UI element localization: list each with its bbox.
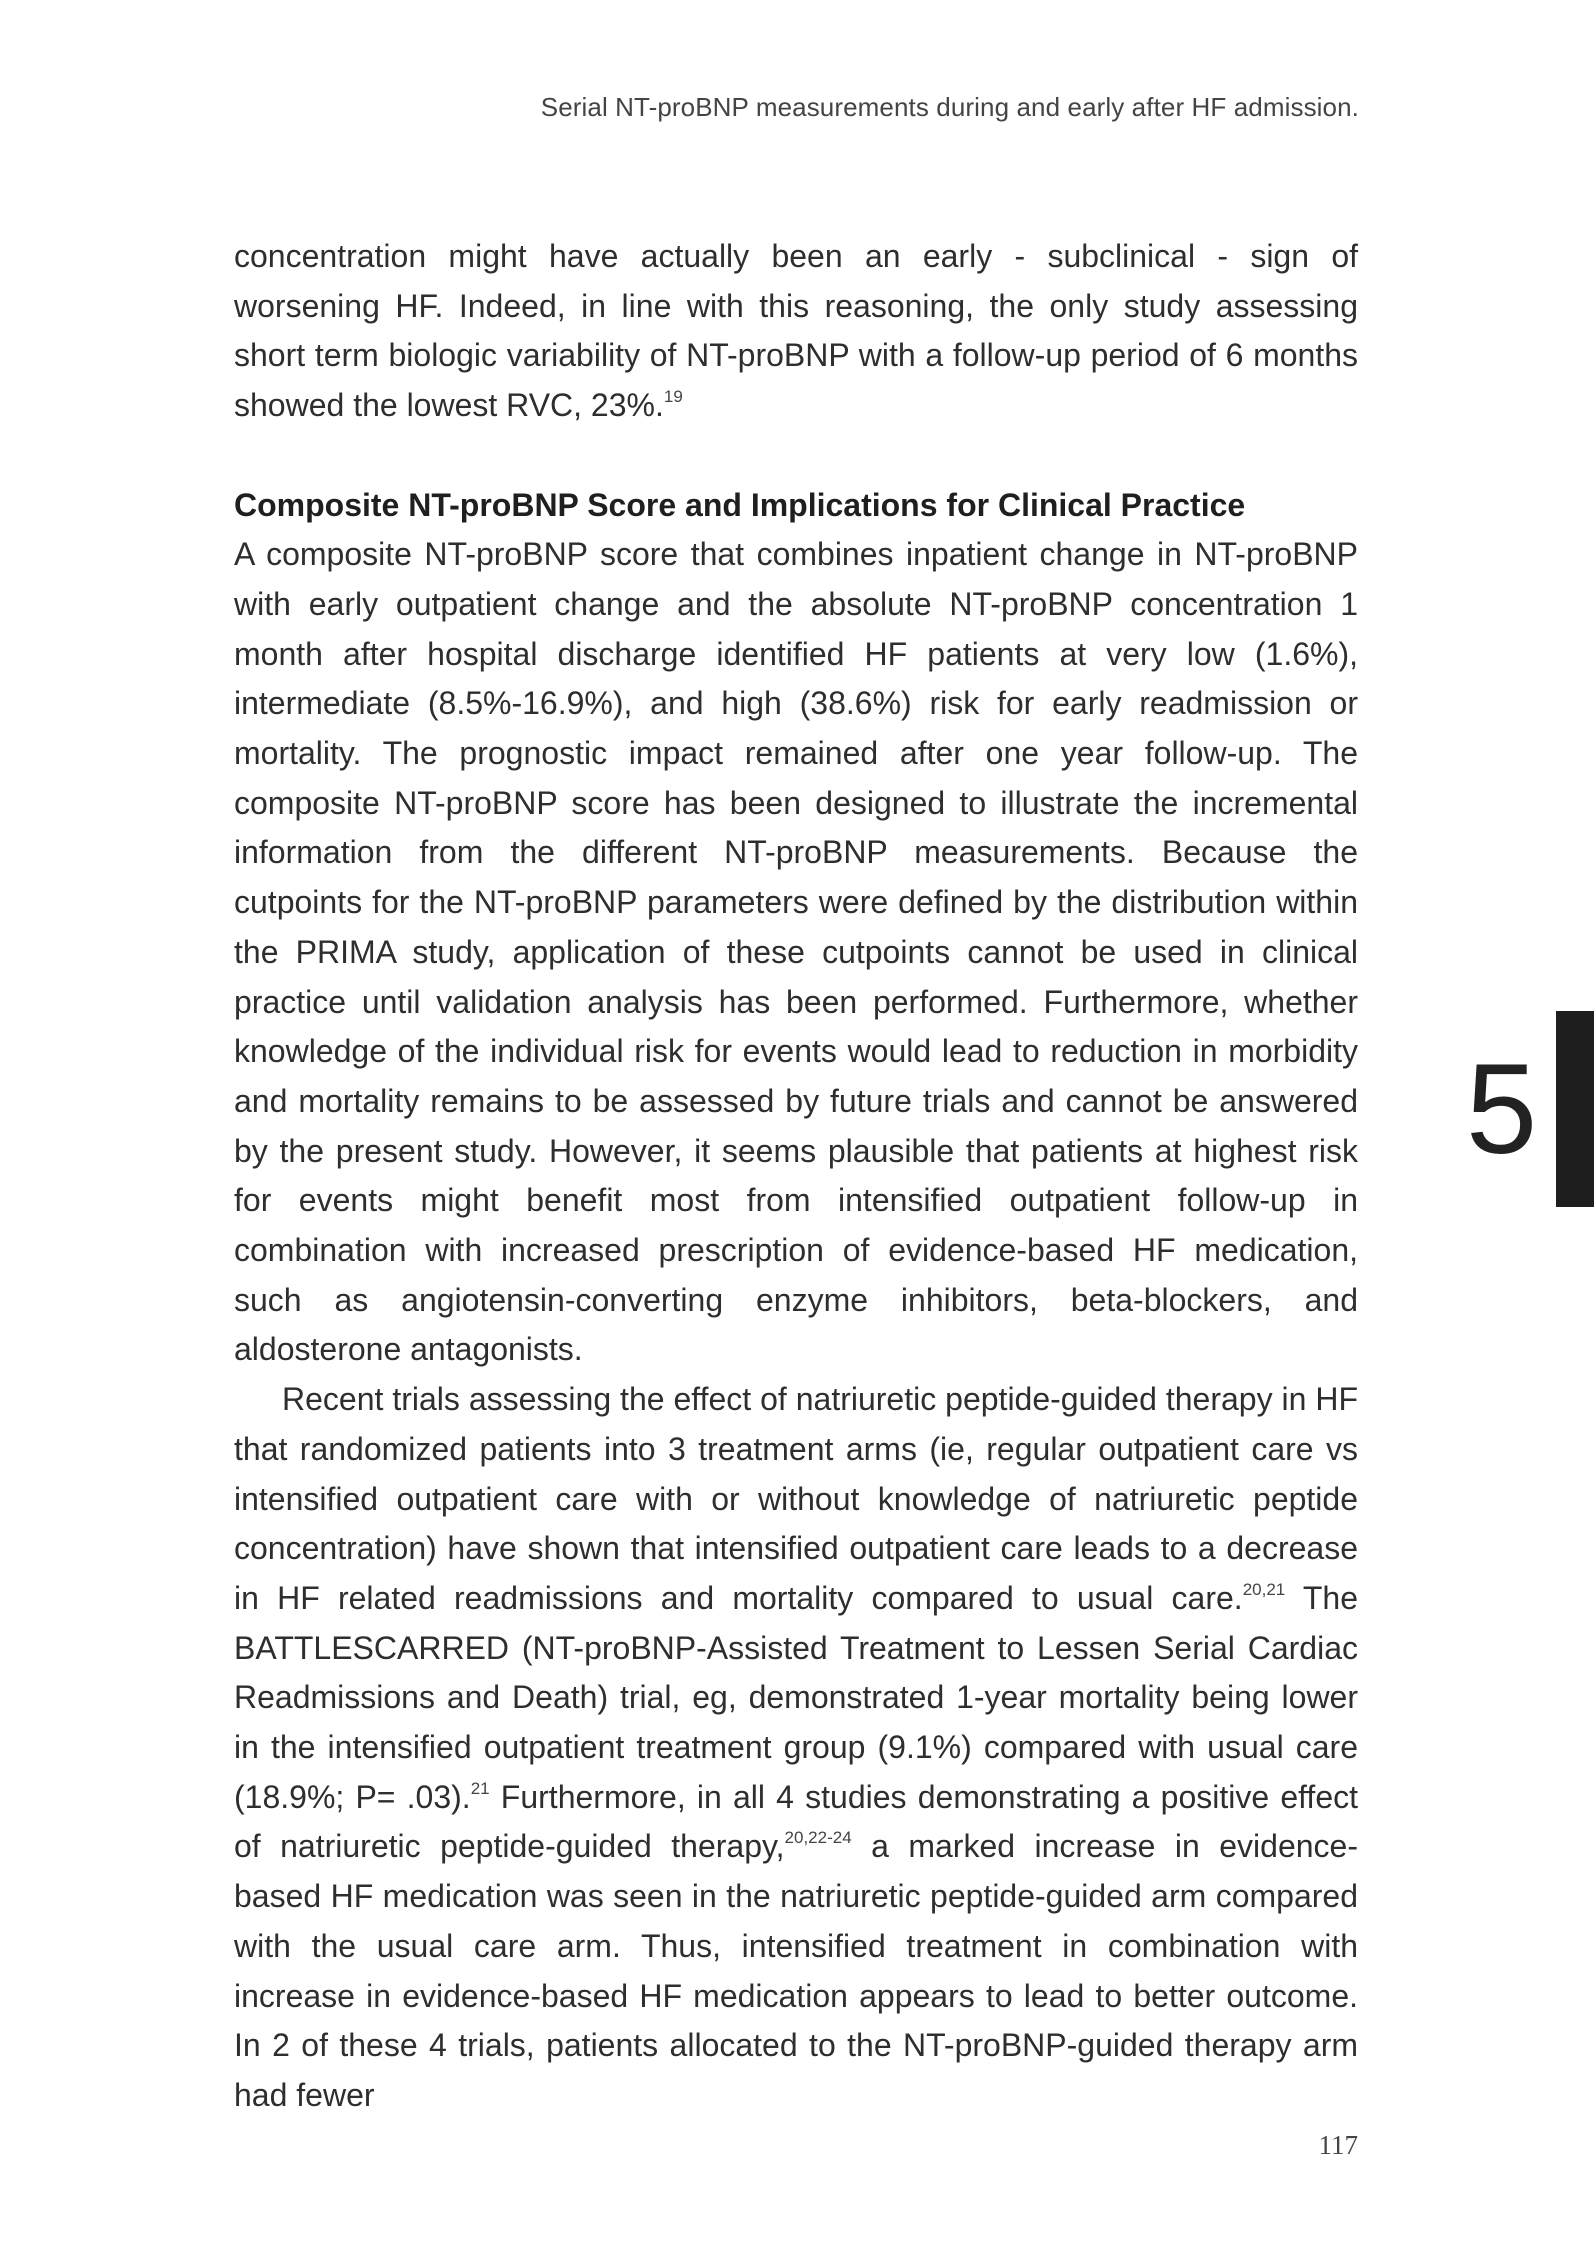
chapter-tab: [1556, 1011, 1594, 1207]
paragraph-text: Furthermore, in all 4 studies demonstrating a positive effect of natriuretic peptide-guided therapy,: [234, 1778, 1359, 1865]
paragraph-text: The BATTLESCARRED (NT-proBNP-Assisted Treatment to Lessen Serial Cardiac Readmissions and Death) trial, eg, demonstrated 1-year mortality being lower in the intensified outpatient treatment group (9.1%) compared with usual care (18.9%; P= .03).: [234, 1579, 1359, 1815]
citation-ref: 19: [663, 387, 683, 407]
paragraph-text: Recent trials assessing the effect of natriuretic peptide-guided therapy in HF that randomized patients into 3 treatment arms (ie, regular outpatient care vs intensified outpatient care with or without knowledge of natriuretic peptide concentration) have shown that intensified outpatient care leads to a decrease in HF related readmissions and mortality compared to usual care.: [234, 1381, 1358, 1616]
running-header: Serial NT-proBNP measurements during and early after HF admission.: [540, 92, 1359, 122]
citation-ref: 21: [470, 1778, 490, 1798]
section-heading: Composite NT-proBNP Score and Implications for Clinical Practice: [234, 486, 1246, 523]
paragraph-text: concentration might have actually been an early - subclinical - sign of worsening HF. Indeed, in line with this reasoning, the only study assessing short term biologic variability of NT-proBNP with a follow-up period of 6 months showed the lowest RVC, 23%.: [234, 238, 1358, 424]
chapter-number: 5: [1466, 1038, 1538, 1181]
paragraph-composite-score: A composite NT-proBNP score that combines inpatient change in NT-proBNP with early outpatient change and the absolute NT-proBNP concentration 1 month after hospital discharge identified HF patients at very low (1.6%), intermediate (8.5%-16.9%), and high (38.6%) risk for early readmission or mortality. The prognostic impact remained after one year follow-up. The composite NT-proBNP score has been designed to illustrate the incremental information from the different NT-proBNP measurements. Because the cutpoints for the NT-proBNP parameters were defined by the distribution within the PRIMA study, application of these cutpoints cannot be used in clinical practice until validation analysis has been performed. Furthermore, whether knowledge of the individual risk for events would lead to reduction in morbidity and mortality remains to be assessed by future trials and cannot be answered by the present study. However, it seems plausible that patients at highest risk for events might benefit most from intensified outpatient follow-up in combination with increased prescription of evidence-based HF medication, such as angiotensin-converting enzyme inhibitors, beta-blockers, and aldosterone antagonists.: [234, 536, 1358, 1368]
main-text: [234, 232, 1358, 2121]
citation-ref: 20,21: [1242, 1579, 1286, 1599]
citation-ref: 20,22-24: [784, 1828, 852, 1848]
page-number: 117: [1318, 2130, 1358, 2160]
paragraph-text: a marked increase in evidence-based HF medication was seen in the natriuretic peptide-guided arm compared with the usual care arm. Thus, intensified treatment in combination with increase in evidence-based HF medication appears to lead to better outcome. In 2 of these 4 trials, patients allocated to the NT-proBNP-guided therapy arm had fewer: [234, 1828, 1359, 2113]
paragraph-continuation: [234, 232, 1358, 431]
paragraph-recent-trials: [234, 1375, 1358, 2121]
